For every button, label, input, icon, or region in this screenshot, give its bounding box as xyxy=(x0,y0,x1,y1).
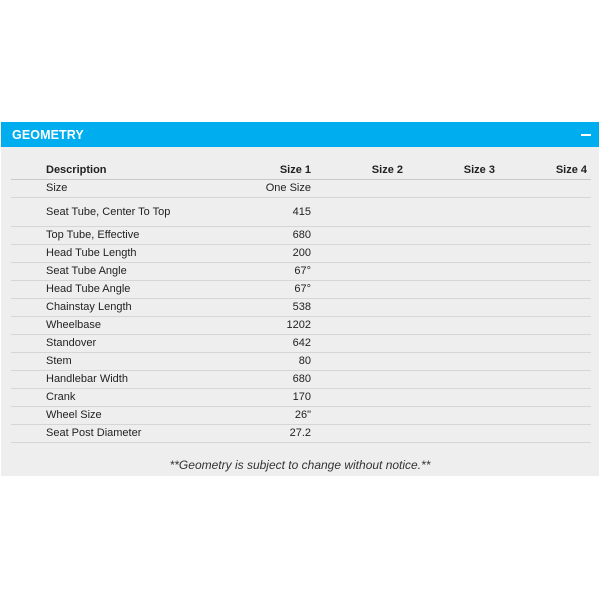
table-row xyxy=(11,335,591,353)
row-label: Stem xyxy=(11,353,190,371)
cell-size-3 xyxy=(407,227,499,245)
table-row xyxy=(11,245,591,263)
cell-size-1: 680 xyxy=(190,227,315,245)
cell-size-1: 642 xyxy=(190,335,315,353)
row-label: Seat Tube Angle xyxy=(11,263,190,281)
row-label: Head Tube Angle xyxy=(11,281,190,299)
cell-size-1: 200 xyxy=(190,245,315,263)
table-row xyxy=(11,263,591,281)
cell-size-3 xyxy=(407,245,499,263)
cell-size-1: 80 xyxy=(190,353,315,371)
cell-size-2 xyxy=(315,425,407,443)
cell-size-2 xyxy=(315,227,407,245)
cell-size-1: 680 xyxy=(190,371,315,389)
table-row xyxy=(11,317,591,335)
table-row xyxy=(11,198,591,227)
cell-size-3 xyxy=(407,180,499,198)
cell-size-1: One Size xyxy=(190,180,315,198)
cell-size-2 xyxy=(315,198,407,227)
row-label: Head Tube Length xyxy=(11,245,190,263)
panel-header[interactable] xyxy=(1,122,599,147)
column-header-size-1: Size 1 xyxy=(190,159,315,180)
table-row xyxy=(11,389,591,407)
column-header-description: Description xyxy=(11,159,190,180)
cell-size-2 xyxy=(315,389,407,407)
cell-size-1: 538 xyxy=(190,299,315,317)
cell-size-4 xyxy=(499,425,591,443)
cell-size-3 xyxy=(407,281,499,299)
cell-size-4 xyxy=(499,299,591,317)
cell-size-3 xyxy=(407,299,499,317)
cell-size-2 xyxy=(315,281,407,299)
cell-size-4 xyxy=(499,335,591,353)
cell-size-4 xyxy=(499,245,591,263)
cell-size-3 xyxy=(407,407,499,425)
cell-size-1: 26" xyxy=(190,407,315,425)
cell-size-3 xyxy=(407,371,499,389)
cell-size-3 xyxy=(407,317,499,335)
cell-size-2 xyxy=(315,299,407,317)
cell-size-2 xyxy=(315,407,407,425)
table-row xyxy=(11,281,591,299)
column-header-size-2: Size 2 xyxy=(315,159,407,180)
column-header-size-4: Size 4 xyxy=(499,159,591,180)
table-row xyxy=(11,180,591,198)
cell-size-4 xyxy=(499,389,591,407)
row-label: Seat Post Diameter xyxy=(11,425,190,443)
disclaimer-note: **Geometry is subject to change without notice.** xyxy=(169,458,431,472)
cell-size-4 xyxy=(499,281,591,299)
cell-size-4 xyxy=(499,263,591,281)
table-row xyxy=(11,353,591,371)
table-row xyxy=(11,371,591,389)
cell-size-2 xyxy=(315,263,407,281)
cell-size-4 xyxy=(499,198,591,227)
cell-size-2 xyxy=(315,371,407,389)
cell-size-4 xyxy=(499,353,591,371)
row-label: Handlebar Width xyxy=(11,371,190,389)
cell-size-2 xyxy=(315,353,407,371)
cell-size-1: 67° xyxy=(190,281,315,299)
table-row xyxy=(11,425,591,443)
cell-size-1: 170 xyxy=(190,389,315,407)
cell-size-2 xyxy=(315,335,407,353)
row-label: Wheel Size xyxy=(11,407,190,425)
cell-size-1: 27.2 xyxy=(190,425,315,443)
minus-icon[interactable] xyxy=(580,128,592,142)
cell-size-2 xyxy=(315,180,407,198)
cell-size-2 xyxy=(315,317,407,335)
geometry-panel xyxy=(1,122,599,476)
row-label: Size xyxy=(11,180,190,198)
row-label: Crank xyxy=(11,389,190,407)
cell-size-3 xyxy=(407,389,499,407)
cell-size-4 xyxy=(499,227,591,245)
cell-size-3 xyxy=(407,198,499,227)
row-label: Top Tube, Effective xyxy=(11,227,190,245)
cell-size-4 xyxy=(499,407,591,425)
cell-size-4 xyxy=(499,317,591,335)
table-header-row xyxy=(11,159,591,180)
cell-size-1: 1202 xyxy=(190,317,315,335)
table-row xyxy=(11,227,591,245)
table-row xyxy=(11,299,591,317)
cell-size-2 xyxy=(315,245,407,263)
cell-size-3 xyxy=(407,425,499,443)
row-label: Chainstay Length xyxy=(11,299,190,317)
table-row xyxy=(11,407,591,425)
cell-size-3 xyxy=(407,335,499,353)
cell-size-1: 67° xyxy=(190,263,315,281)
row-label: Wheelbase xyxy=(11,317,190,335)
geometry-table xyxy=(11,159,591,443)
panel-title: GEOMETRY xyxy=(12,127,84,142)
cell-size-1: 415 xyxy=(190,198,315,227)
cell-size-3 xyxy=(407,353,499,371)
column-header-size-3: Size 3 xyxy=(407,159,499,180)
cell-size-4 xyxy=(499,180,591,198)
cell-size-4 xyxy=(499,371,591,389)
cell-size-3 xyxy=(407,263,499,281)
row-label: Seat Tube, Center To Top xyxy=(11,198,190,227)
row-label: Standover xyxy=(11,335,190,353)
